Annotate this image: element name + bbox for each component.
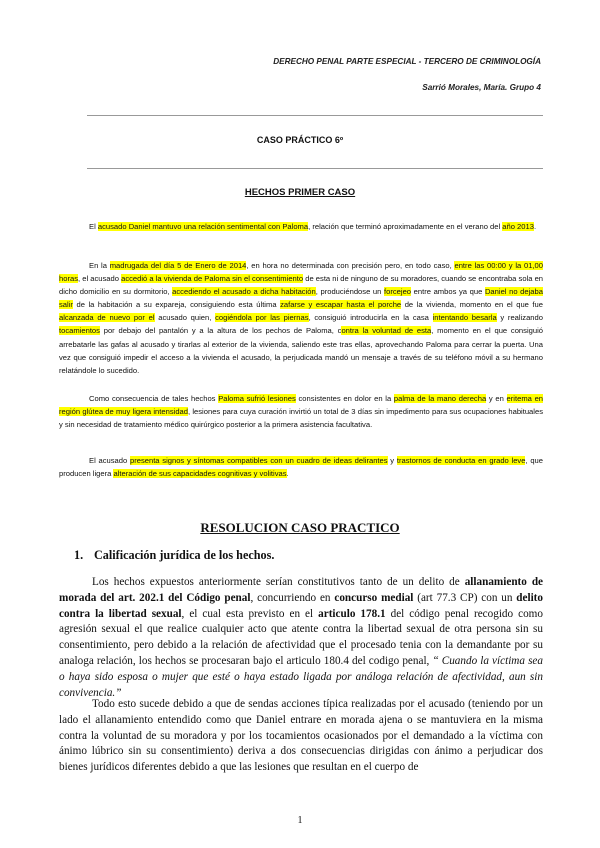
text: , el acusado	[78, 274, 122, 284]
text: y	[387, 456, 397, 465]
highlight: acusado Daniel mantuvo una relación sentimental con Paloma	[97, 222, 309, 231]
analysis-paragraph-2	[59, 697, 543, 776]
page-number: 1	[297, 815, 303, 826]
text: El	[89, 222, 98, 231]
facts-paragraph-4	[59, 454, 543, 480]
text: acusado quien,	[154, 313, 216, 323]
text: de esta ni de ninguno de su moradores, cuando se encontraba sola en dicho domicilio en su dormitorio,	[59, 274, 544, 297]
text: consistentes en dolor en la	[295, 394, 394, 403]
analysis-paragraph-1	[59, 575, 543, 701]
section-title: Calificación jurídica de los hechos.	[94, 548, 275, 562]
highlight: Paloma sufrió lesiones	[218, 394, 296, 403]
header-course: DERECHO PENAL PARTE ESPECIAL - TERCERO DE CRIMINOLOGÍA	[273, 57, 541, 66]
facts-paragraph-2	[59, 259, 543, 377]
highlight: accedió a la vivienda de Paloma sin el consentimiento	[121, 274, 304, 284]
section-number: 1.	[74, 548, 84, 562]
text: .	[286, 469, 289, 479]
text: y en	[486, 394, 507, 403]
highlight: eritema en región glútea de muy ligera intensidad	[59, 394, 544, 417]
text: , consiguió introducirla en la casa	[308, 313, 433, 323]
highlight: año 2013	[502, 222, 534, 231]
resolution-title: RESOLUCION CASO PRACTICO	[200, 520, 400, 535]
highlight: accediendo el acusado a dicha habitación	[172, 287, 316, 297]
highlight: palma de la mano derecha	[393, 394, 487, 403]
text: , relación que terminó aproximadamente en el verano del	[308, 222, 503, 231]
section-heading	[74, 548, 274, 563]
text: entre ambos ya que	[411, 287, 485, 297]
bold-text: allanamiento de morada del art. 202.1 del Código penal	[59, 576, 544, 604]
bold-text: delito contra la libertad sexual	[59, 591, 544, 620]
highlight: tocamientos	[59, 326, 100, 336]
text: , que producen ligera	[59, 456, 543, 479]
highlight: entre las 00:00 y la 01,00 horas	[59, 261, 543, 284]
title-rule	[87, 168, 543, 169]
hechos-title: HECHOS PRIMER CASO	[244, 187, 356, 198]
text: de la vivienda, momento en el que fue	[401, 300, 543, 310]
highlight: cogiéndola por las piernas	[215, 313, 309, 323]
text: .	[533, 222, 537, 231]
text: , lesiones para cuya curación invirtió un total de 3 días sin impedimento para sus ocupaciones habituales y sin necesidad de tratamiento médico quirúrgico posterior a la primera asistencia facultativa.	[59, 407, 543, 430]
highlight: ontra la voluntad de esta	[341, 326, 432, 336]
case-title: CASO PRÁCTICO 6º	[256, 135, 344, 145]
text: y realizando	[496, 313, 543, 323]
highlight: presenta signos y síntomas compatibles con un cuadro de ideas delirantes	[129, 456, 388, 465]
text: , produciéndose un	[315, 287, 384, 297]
text: , momento en el que consiguió arrebatarle las gafas al acusado y tirarlas al exterior de la vivienda, saliendo este tras ellas, aprovechando Paloma para cerrar la puerta. Una vez que consiguió impedir el acceso a la vivienda el acusado, la perjudicada mandó un mensaje a través de su teléfono móvil a su hermano relatándole lo sucedido.	[59, 326, 543, 375]
text: En la	[89, 261, 110, 270]
highlight: alcanzada de nuevo por el	[59, 313, 155, 323]
text: Los hechos expuestos anteriormente serían constitutivos tanto de un delito de	[92, 576, 465, 588]
highlight: madrugada del día 5 de Enero de 2014	[109, 261, 247, 270]
highlight: intentando besarla	[432, 313, 497, 323]
bold-text: articulo 178.1	[318, 607, 386, 620]
text: del código penal recogido como agresión sexual el que realice cualquier acto que atente contra la libertad sexual de otra persona sin su consentimiento, pero debido a la relación de afectividad que el procesado tenia con la demandante por su analoga relación, los hechos se procesaran bajo el articulo 180.4 del codigo penal,	[59, 607, 543, 667]
text: El acusado	[89, 456, 130, 465]
facts-paragraph-3	[59, 392, 543, 431]
highlight: alteración de sus capacidades cognitivas y volitivas	[113, 469, 287, 479]
header-author: Sarrió Morales, María. Grupo 4	[422, 83, 541, 92]
highlight: Daniel no dejaba salir	[59, 287, 543, 310]
text: (art 77.3 CP) con un	[413, 591, 517, 604]
text: , el cual esta previsto en el	[181, 607, 319, 620]
text: Como consecuencia de tales hechos	[89, 394, 219, 403]
facts-paragraph-1	[59, 220, 543, 233]
highlight: trastornos de conducta en grado leve	[396, 456, 526, 465]
highlight: forcejeo	[384, 287, 412, 297]
text: de la habitación a su expareja, consiguiendo esta última	[72, 300, 281, 310]
text: , concurriendo en	[250, 591, 335, 604]
text: , en hora no determinada con precisión pero, en todo caso,	[246, 261, 455, 270]
text: Todo esto sucede debido a que de sendas acciones típica realizadas por el acusado (teniendo por un lado el allanamiento entendido como que Daniel entrare en morada ajena o se mantuviera en la misma contra la voluntad de su moradora y por los tocamientos ocasionados por el demandado a la víctima con ánimo lúbrico sin su consentimiento) deriva a dos consecuencias dirigidas con ánimo a perjudicar dos bienes jurídicos diferentes debido a que las lesiones que resultan en el cuerpo de	[59, 698, 543, 774]
legal-quote: “ Cuando la víctima sea o haya sido esposa o mujer que esté o haya estado ligada por análoga relación de afectividad, aun sin convivencia.”	[59, 654, 543, 699]
bold-text: concurso medial	[334, 591, 414, 604]
header-rule	[87, 115, 543, 116]
text: por debajo del pantalón y a la altura de los pechos de Paloma, c	[99, 326, 342, 336]
highlight: zafarse y escapar hasta el porche	[280, 300, 402, 310]
